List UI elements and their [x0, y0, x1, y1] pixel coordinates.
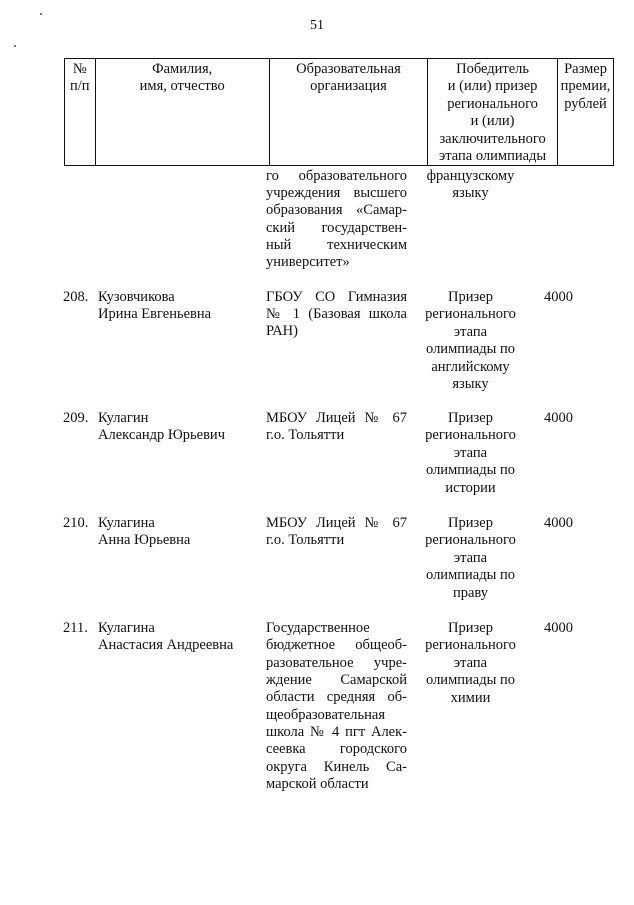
scan-speck [14, 45, 16, 47]
continuation-org-line: ный техническим [266, 237, 407, 253]
table-header [64, 58, 614, 166]
row-org-line: школа № 4 пгт Алек- [266, 724, 407, 740]
row-prize: 4000 [544, 410, 573, 426]
continuation-status: французскому языку [426, 168, 515, 202]
row-status: Призер регионального этапа олимпиады по праву [425, 515, 516, 601]
row-name-line: Анна Юрьевна [98, 532, 191, 548]
continuation-org-line: учреждения высшего [266, 185, 407, 201]
row-org-line: № 1 (Базовая школа [266, 306, 407, 322]
page-number: 51 [310, 18, 324, 33]
row-name-line: Кулагин [98, 410, 149, 426]
row-name-line: Кулагина [98, 515, 155, 531]
row-org-line: Государственное [266, 620, 370, 636]
row-org-line: МБОУ Лицей № 67 [266, 515, 407, 531]
row-org-line: сеевка городского [266, 741, 407, 757]
row-org-line: бюджетное общеоб- [266, 637, 407, 653]
header-number: № п/п [65, 59, 96, 166]
header-prize: Размер премии, рублей [558, 59, 614, 166]
row-prize: 4000 [544, 620, 573, 636]
row-org-line: г.о. Тольятти [266, 427, 345, 443]
scan-speck [40, 13, 42, 15]
continuation-org-line: ский государствен- [266, 220, 407, 236]
row-name-line: Ирина Евгеньевна [98, 306, 212, 322]
continuation-org-line: университет» [266, 254, 350, 270]
row-status: Призер регионального этапа олимпиады по химии [425, 620, 516, 706]
header-full-name: Фамилия, имя, отчество [95, 59, 269, 166]
row-org-line: МБОУ Лицей № 67 [266, 410, 407, 426]
header-organization: Образовательная организация [269, 59, 427, 166]
row-org-line: РАН) [266, 323, 298, 339]
row-org-line: разовательное учре- [266, 655, 407, 671]
row-number: 211. [63, 620, 88, 636]
row-org-line: ждение Самарской [266, 672, 407, 688]
row-name-line: Кузовчикова [98, 289, 175, 305]
continuation-org-line: го образовательного [266, 168, 407, 184]
row-status: Призер регионального этапа олимпиады по английскому языку [425, 289, 516, 393]
row-number: 210. [63, 515, 89, 531]
row-org-line: ГБОУ СО Гимназия [266, 289, 407, 305]
row-org-line: г.о. Тольятти [266, 532, 345, 548]
row-name-line: Кулагина [98, 620, 155, 636]
row-status: Призер регионального этапа олимпиады по истории [425, 410, 516, 496]
row-number: 209. [63, 410, 89, 426]
row-org-line: щеобразовательная [266, 707, 386, 723]
continuation-org-line: образования «Самар- [266, 202, 407, 218]
row-org-line: области средняя об- [266, 689, 407, 705]
header-status: Победитель и (или) призер регионального и (или) заключительного этапа олимпиады [428, 59, 558, 166]
row-prize: 4000 [544, 515, 573, 531]
row-name-line: Анастасия Андреевна [98, 637, 234, 653]
row-name-line: Александр Юрьевич [98, 427, 225, 443]
row-org-line: округа Кинель Са- [266, 759, 407, 775]
row-number: 208. [63, 289, 89, 305]
row-org-line: марской области [266, 776, 369, 792]
row-prize: 4000 [544, 289, 573, 305]
